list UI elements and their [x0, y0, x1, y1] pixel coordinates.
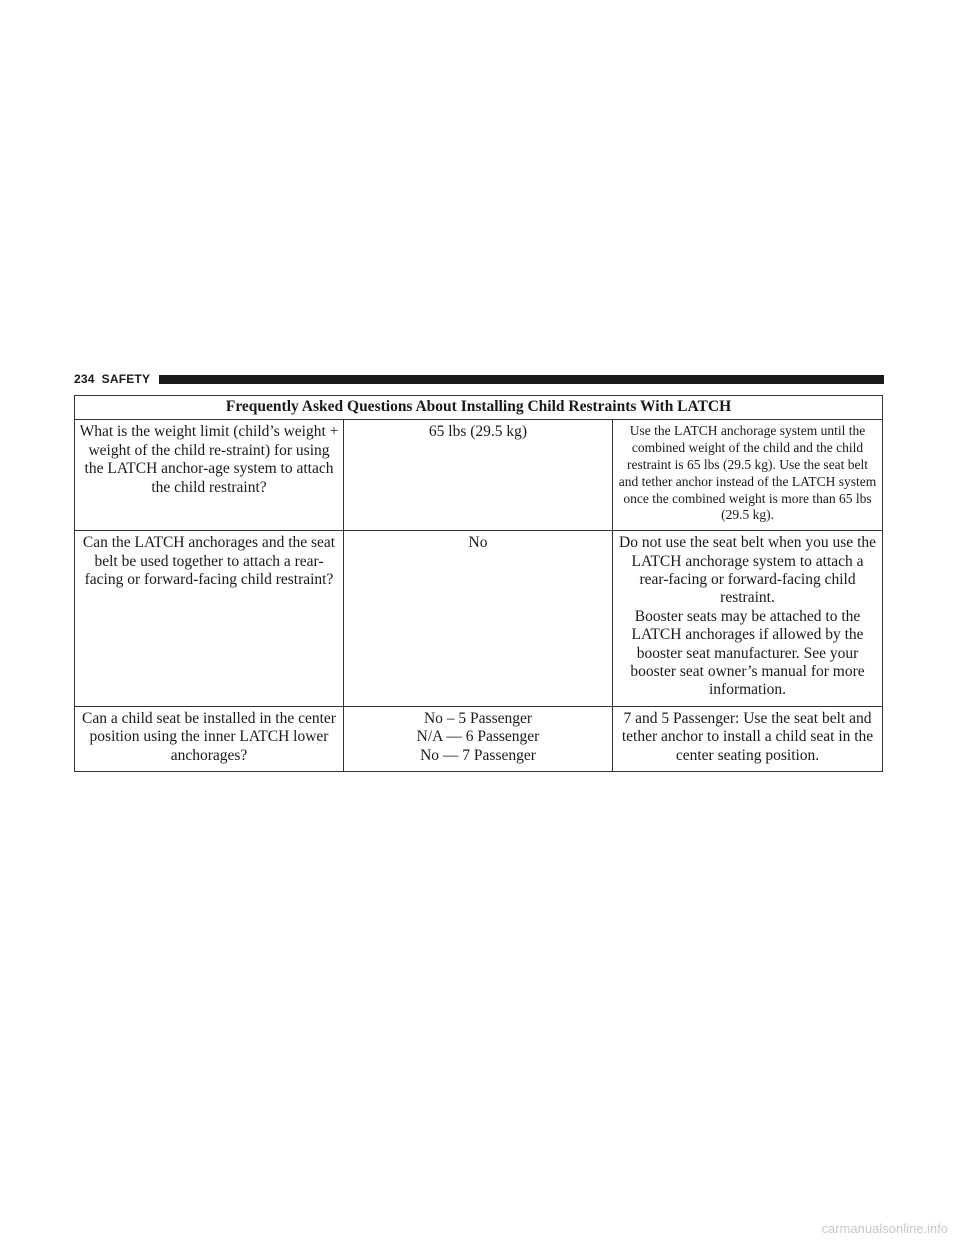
header-rule [159, 375, 884, 384]
question-text: Can the LATCH anchorages and the seat belt be used together to attach a rear-facing or forward-facing child restraint? [82, 534, 336, 588]
notes-cell [613, 706, 883, 771]
notes-text: 7 and 5 Passenger: Use the seat belt and tether anchor to install a child seat in the center seating position. [621, 709, 874, 764]
notes-cell [613, 420, 883, 531]
answer-cell [344, 706, 613, 771]
notes-cell [613, 531, 883, 707]
question-cell [75, 706, 344, 771]
notes-text: Booster seats may be attached to the LATCH anchorages if allowed by the booster seat manufacturer. See your booster seat owner’s manual for more information. [630, 607, 865, 699]
answer-text: No — 7 Passenger [420, 746, 536, 764]
question-cell [75, 420, 344, 531]
table-row [75, 706, 883, 771]
question-cell [75, 531, 344, 707]
answer-text: 65 lbs (29.5 kg) [428, 423, 528, 441]
section-title: SAFETY [101, 372, 151, 386]
table-title-row [75, 396, 883, 420]
question-text: What is the weight limit (child’s weight + weight of the child re-straint) for using the LATCH anchor-age system to attach the child restraint? [79, 423, 339, 496]
page-number: 234 [74, 372, 95, 386]
answer-cell [344, 531, 613, 707]
notes-text: Use the LATCH anchorage system until the combined weight of the child and the child restraint is 65 lbs (29.5 kg). Use the seat belt and tether anchor instead of the LATCH system once the combined weight is more than 65 lbs (29.5 kg). [618, 423, 877, 523]
answer-text: N/A — 6 Passenger [416, 728, 540, 746]
table-row [75, 531, 883, 707]
notes-text: Do not use the seat belt when you use the LATCH anchorage system to attach a rear-facing or forward-facing child restraint. [619, 534, 876, 607]
faq-table [74, 395, 883, 772]
answer-text: No [468, 534, 488, 552]
question-text: Can a child seat be installed in the center position using the inner LATCH lower anchorages? [82, 709, 336, 764]
watermark: carmanualsonline.info [821, 1221, 948, 1236]
table-title: Frequently Asked Questions About Installing Child Restraints With LATCH [75, 396, 883, 420]
table-row [75, 420, 883, 531]
answer-cell [344, 420, 613, 531]
page-header [74, 372, 884, 386]
answer-text: No – 5 Passenger [423, 709, 533, 727]
